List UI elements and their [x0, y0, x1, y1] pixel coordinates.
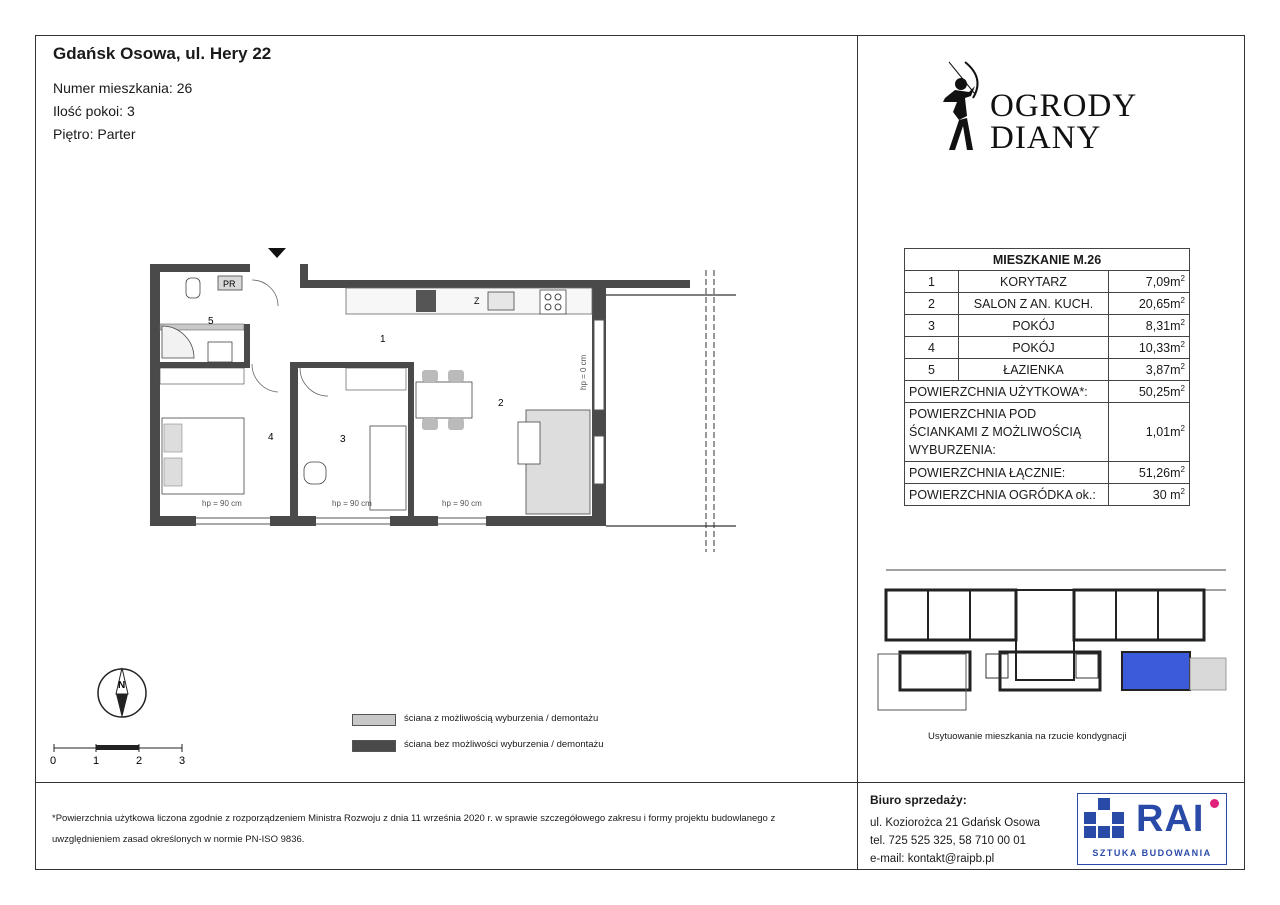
room-number-3: 3	[340, 434, 346, 445]
hp-side-label: hp = 0 cm	[579, 354, 588, 390]
scale-tick: 2	[136, 755, 143, 767]
office-phone: tel. 725 525 325, 58 710 00 01	[870, 835, 1027, 847]
wall-fixed	[300, 280, 690, 288]
rai-dot	[1210, 799, 1219, 808]
wall-fixed	[298, 362, 408, 368]
cooktop-icon	[540, 290, 566, 314]
area-table	[904, 248, 1190, 506]
table-row: POWIERZCHNIA POD ŚCIANKAMI Z MOŻLIWOŚCIĄ WYBURZENIA: $1,01m^2$	[905, 403, 1190, 462]
office-address: ul. Koziorożca 21 Gdańsk Osowa	[870, 817, 1041, 829]
z-label: Z	[474, 296, 480, 306]
room-number-5: 5	[208, 316, 214, 327]
scale-bar	[48, 740, 198, 770]
wall-fixed	[486, 516, 606, 526]
wardrobe	[346, 368, 406, 390]
scale-tick: 3	[179, 755, 186, 767]
footnote: *Powierzchnia użytkowa liczona zgodnie z rozporządzeniem Ministra Rozwoju z dnia 11 września 2020 r. w sprawie szczegółowego zakresu i formy projektu budowlanego z uwzględnieniem zasad określonych w normie PN-ISO 9836.	[52, 813, 776, 845]
legend-swatch-fixed	[352, 740, 396, 752]
area-table-heading: MIESZKANIE M.26	[905, 249, 1190, 271]
table-row: 2 SALON Z AN. KUCH. $20,65m^2$	[905, 293, 1190, 315]
floor-plan	[140, 240, 760, 560]
wall-fixed	[290, 362, 298, 522]
shower-icon	[162, 326, 194, 358]
ogrody-diany-logo	[935, 58, 1165, 158]
single-bed-icon	[370, 426, 406, 510]
rai-logo	[1077, 793, 1227, 865]
footer-divider	[35, 782, 1245, 783]
fridge-icon	[416, 290, 436, 312]
scale-tick: 1	[93, 755, 100, 767]
office-heading: Biuro sprzedaży:	[870, 793, 967, 807]
wall-fixed	[150, 264, 250, 272]
hp-label: hp = 90 cm	[332, 499, 372, 508]
rai-blocks-icon	[1082, 798, 1130, 842]
table-row: 1 KORYTARZ $7,09m^2$	[905, 271, 1190, 293]
compass-icon	[93, 664, 151, 722]
column-divider	[857, 35, 858, 870]
dining-table	[416, 382, 472, 418]
table-row: POWIERZCHNIA UŻYTKOWA*: $50,25m^2$	[905, 381, 1190, 403]
table-row: 5 ŁAZIENKA $3,87m^2$	[905, 359, 1190, 381]
entrance-arrow-icon	[268, 248, 286, 258]
table-row: 3 POKÓJ $8,31m^2$	[905, 315, 1190, 337]
room-number-1: 1	[380, 334, 386, 345]
room-number-2: 2	[498, 398, 504, 409]
wall-fixed	[244, 324, 250, 368]
wall-fixed	[408, 362, 414, 522]
rooms-count: Ilość pokoi: 3	[53, 103, 135, 119]
compass-north: N	[118, 680, 126, 691]
table-row: POWIERZCHNIA ŁĄCZNIE: $51,26m^2$	[905, 462, 1190, 484]
legend-removable: ściana z możliwością wyburzenia / demontażu	[404, 713, 599, 724]
hp-label: hp = 90 cm	[202, 499, 242, 508]
sink-icon	[208, 342, 232, 362]
kitchen-sink-icon	[488, 292, 514, 310]
brand-line-2: DIANY	[990, 120, 1102, 156]
archer-icon	[935, 58, 995, 158]
highlighted-apartment	[1122, 652, 1190, 690]
page-title: Gdańsk Osowa, ul. Hery 22	[53, 44, 272, 63]
table-row: 4 POKÓJ $10,33m^2$	[905, 337, 1190, 359]
brand-line-1: OGRODY	[990, 88, 1138, 124]
rai-name: RAI	[1136, 798, 1205, 840]
office-email[interactable]: e-mail: kontakt@raipb.pl	[870, 853, 995, 865]
toilet-icon	[186, 278, 200, 298]
wardrobe	[160, 368, 244, 384]
hp-label: hp = 90 cm	[442, 499, 482, 508]
legend-swatch-removable	[352, 714, 396, 726]
pr-label: PR	[223, 279, 236, 289]
chair-icon	[304, 462, 326, 484]
wall-fixed	[150, 516, 196, 526]
table-row: POWIERZCHNIA OGRÓDKA ok.: 30 $m^2$	[905, 484, 1190, 506]
rai-tagline: SZTUKA BUDOWANIA	[1092, 848, 1212, 858]
scale-tick: 0	[50, 755, 57, 767]
floor-level: Piętro: Parter	[53, 126, 136, 142]
apartment-number: Numer mieszkania: 26	[53, 80, 193, 96]
legend-fixed: ściana bez możliwości wyburzenia / demontażu	[404, 739, 604, 750]
keyplan-caption: Usytuowanie mieszkania na rzucie kondygnacji	[928, 731, 1127, 742]
room-number-4: 4	[268, 432, 274, 443]
key-plan	[876, 568, 1228, 713]
wall-fixed	[150, 264, 160, 526]
coffee-table	[518, 422, 540, 464]
wall-fixed	[160, 362, 250, 368]
